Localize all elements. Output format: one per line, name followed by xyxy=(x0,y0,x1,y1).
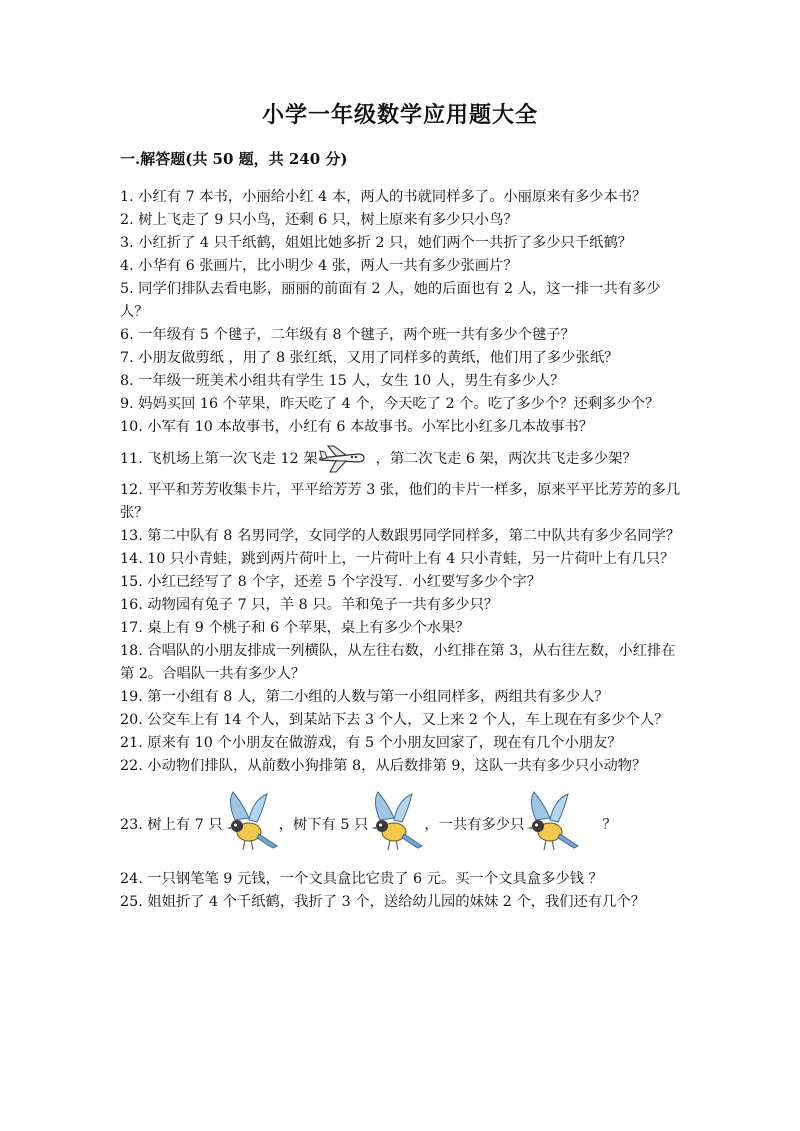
question-16: 16. 动物园有兔子 7 只，羊 8 只。羊和兔子一共有多少只？ xyxy=(120,597,499,613)
question-list xyxy=(120,186,685,914)
question-7: 7. 小朋友做剪纸 ，用了 8 张红纸，又用了同样多的黄纸，他们用了多少张纸？ xyxy=(120,350,619,366)
question-11-part-a: 11. 飞机场上第一次飞走 12 架 xyxy=(120,450,318,467)
question-23-part-a: 23. 树上有 7 只 xyxy=(120,816,223,833)
bird-icon xyxy=(524,790,580,860)
question-23-part-b: ，树下有 5 只 xyxy=(278,816,369,833)
question-25: 25. 姐姐折了 4 个千纸鹤，我折了 3 个，送给幼儿园的妹妹 2 个，我们还有几个？ xyxy=(120,894,646,910)
question-6: 6. 一年级有 5 个毽子，二年级有 8 个毽子，两个班一共有多少个毽子？ xyxy=(120,327,575,343)
bird-icon xyxy=(223,790,279,860)
question-23-part-d: ？ xyxy=(602,816,617,833)
question-21: 21. 原来有 10 个小朋友在做游戏，有 5 个小朋友回家了，现在有几个小朋友？ xyxy=(120,735,622,751)
question-13: 13. 第二中队有 8 名男同学，女同学的人数跟男同学同样多，第二中队共有多少名同学？ xyxy=(120,528,681,544)
question-5: 5. 同学们排队去看电影，丽丽的前面有 2 人，她的后面也有 2 人，这一排一共有多少人？ xyxy=(120,281,661,320)
question-19: 19. 第一小组有 8 人，第二小组的人数与第一小组同样多，两组共有多少人？ xyxy=(120,689,609,705)
question-3: 3. 小红折了 4 只千纸鹤，姐姐比她多折 2 只，她们两个一共折了多少只千纸鹤？ xyxy=(120,235,633,251)
question-11-part-b: ，第二次飞走 6 架，两次共飞走多少架？ xyxy=(375,450,637,467)
question-14: 14. 10 只小青蛙，跳到两片荷叶上，一片荷叶上有 4 只小青蛙，另一片荷叶上有几只？ xyxy=(120,551,675,567)
question-17: 17. 桌上有 9 个桃子和 6 个苹果，桌上有多少个水果？ xyxy=(120,620,470,636)
page-title: 小学一年级数学应用题大全 xyxy=(261,102,538,128)
question-12: 12. 平平和芳芳收集卡片，平平给芳芳 3 张，他们的卡片一样多，原来平平比芳芳的多几张？ xyxy=(120,482,681,521)
question-22: 22. 小动物们排队，从前数小狗排第 8，从后数排第 9，这队一共有多少只小动物？ xyxy=(120,758,647,774)
question-10: 10. 小军有 10 本故事书，小红有 6 本故事书。小军比小红多几本故事书？ xyxy=(120,419,594,435)
question-23 xyxy=(120,782,685,868)
question-23-part-c: ，一共有多少只 xyxy=(424,816,525,833)
airplane-icon xyxy=(318,444,366,474)
question-8: 8. 一年级一班美术小组共有学生 15 人，女生 10 人，男生有多少人？ xyxy=(120,373,565,389)
question-1: 1. 小红有 7 本书，小丽给小红 4 本，两人的书就同样多了。小丽原来有多少本书？ xyxy=(120,189,647,205)
question-15: 15. 小红已经写了 8 个字，还差 5 个字没写．小红要写多少个字？ xyxy=(120,574,542,590)
question-18: 18. 合唱队的小朋友排成一列横队，从左往右数，小红排在第 3，从右往左数，小红排在第 2。合唱队一共有多少人？ xyxy=(120,643,676,682)
question-20: 20. 公交车上有 14 个人，到某站下去 3 个人，又上来 2 个人，车上现在有多少个人？ xyxy=(120,712,669,728)
section-heading: 一.解答题(共 50 题，共 240 分) xyxy=(120,150,348,168)
question-4: 4. 小华有 6 张画片，比小明少 4 张，两人一共有多少张画片？ xyxy=(120,258,518,274)
question-24: 24. 一只钢笔笔 9 元钱，一个文具盒比它贵了 6 元。买一个文具盒多少钱 ？ xyxy=(120,871,603,887)
question-9: 9. 妈妈买回 16 个苹果，昨天吃了 4 个，今天吃了 2 个。吃了多少个？还剩多少个？ xyxy=(120,396,660,412)
question-2: 2. 树上飞走了 9 只小鸟，还剩 6 只，树上原来有多少只小鸟？ xyxy=(120,212,518,228)
question-11 xyxy=(120,439,685,479)
bird-icon xyxy=(368,790,424,860)
